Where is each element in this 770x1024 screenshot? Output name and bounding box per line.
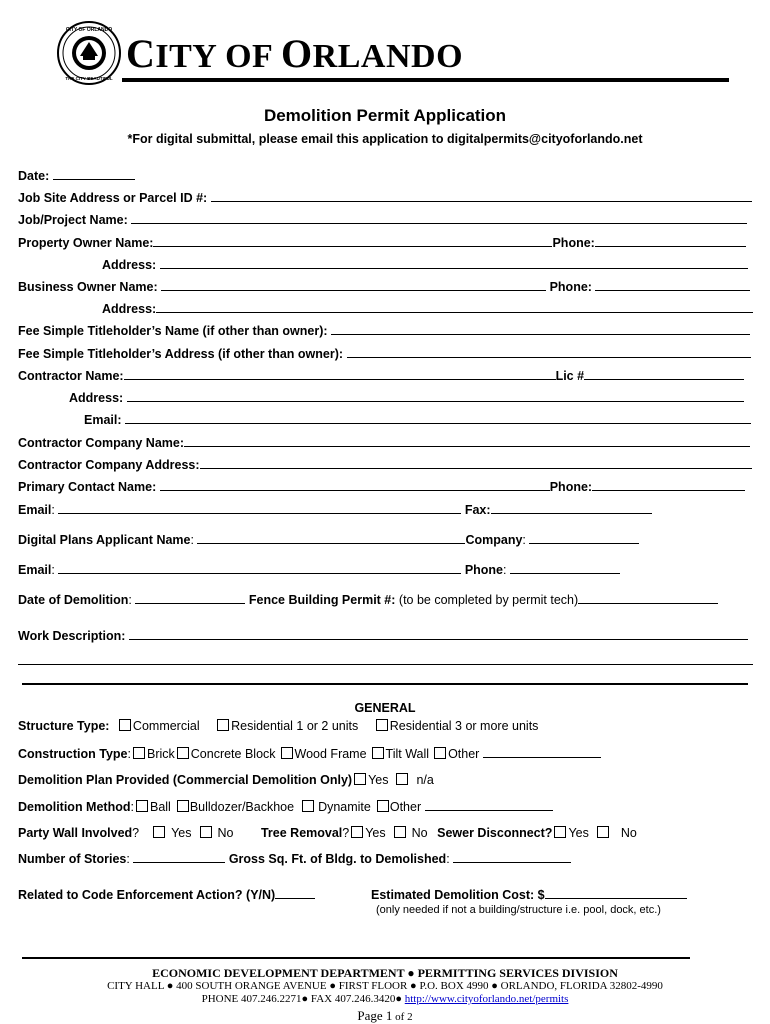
- residential-3-checkbox[interactable]: [376, 719, 388, 731]
- job-site-field[interactable]: [211, 190, 752, 202]
- page-current: 1: [385, 1008, 393, 1023]
- residential-1-2-label: Residential 1 or 2 units: [231, 719, 359, 733]
- party-wall-no-label: No: [217, 826, 234, 840]
- contractor-company-address-label: Contractor Company Address:: [18, 458, 200, 472]
- fax-label: Fax:: [464, 503, 491, 517]
- lic-field[interactable]: [584, 368, 744, 380]
- business-owner-field[interactable]: [161, 279, 546, 291]
- phone4-colon: :: [503, 563, 507, 577]
- address2-row: [102, 301, 753, 317]
- other-construction-field[interactable]: [483, 746, 601, 758]
- contractor-company-row: [18, 435, 750, 451]
- svg-text:CITY OF ORLANDO: CITY OF ORLANDO: [65, 27, 113, 33]
- wood-frame-label: Wood Frame: [294, 747, 367, 761]
- email2-colon: :: [51, 563, 55, 577]
- fee-title-name-label: Fee Simple Titleholder’s Name (if other than owner):: [18, 324, 332, 338]
- commercial-checkbox[interactable]: [119, 719, 131, 731]
- gross-sqft-colon: :: [446, 852, 450, 866]
- job-project-row: [18, 212, 747, 228]
- footer-department: ECONOMIC DEVELOPMENT DEPARTMENT ● PERMITTING SERVICES DIVISION: [152, 966, 618, 980]
- brick-checkbox[interactable]: [133, 747, 145, 759]
- business-owner-row: [18, 279, 750, 295]
- date-demolition-label: Date of Demolition: [18, 593, 129, 607]
- phone1-label: Phone:: [552, 236, 595, 250]
- residential-1-2-checkbox[interactable]: [217, 719, 229, 731]
- city-seal-logo: [56, 20, 122, 86]
- tilt-wall-label: Tilt Wall: [385, 747, 430, 761]
- email2-label: Email: [18, 563, 52, 577]
- ball-checkbox[interactable]: [136, 800, 148, 812]
- stories-colon: :: [126, 852, 130, 866]
- company-label: Company: [465, 533, 523, 547]
- stories-field[interactable]: [133, 851, 225, 863]
- address2-label: Address:: [102, 302, 157, 316]
- fee-title-address-field[interactable]: [347, 346, 751, 358]
- digital-applicant-field[interactable]: [197, 532, 465, 544]
- date-field[interactable]: [53, 168, 135, 180]
- date-demolition-row: [18, 592, 718, 608]
- digital-applicant-row: [18, 532, 639, 548]
- page-number: [0, 1008, 770, 1024]
- brick-label: Brick: [146, 747, 175, 761]
- gross-sqft-field[interactable]: [453, 851, 571, 863]
- party-wall-yes-checkbox[interactable]: [153, 826, 165, 838]
- demo-plan-na-label: n/a: [416, 773, 434, 787]
- stories-row: [18, 851, 571, 867]
- phone4-field[interactable]: [510, 562, 620, 574]
- page-label: Page: [357, 1008, 386, 1023]
- other-construction-checkbox[interactable]: [434, 747, 446, 759]
- commercial-label: Commercial: [132, 719, 200, 733]
- address1-row: [102, 257, 748, 273]
- brand-wordmark: CITY OF ORLANDO: [126, 31, 464, 76]
- contractor-name-field[interactable]: [124, 368, 556, 380]
- phone4-label: Phone: [464, 563, 504, 577]
- concrete-block-checkbox[interactable]: [177, 747, 189, 759]
- construction-type-row: [18, 746, 601, 762]
- demo-plan-yes-checkbox[interactable]: [354, 773, 366, 785]
- general-heading: GENERAL: [354, 701, 416, 715]
- residential-3-label: Residential 3 or more units: [389, 719, 539, 733]
- job-site-label: Job Site Address or Parcel ID #:: [18, 191, 211, 205]
- date-demolition-field[interactable]: [135, 592, 245, 604]
- bulldozer-label: Bulldozer/Backhoe: [189, 800, 295, 814]
- demo-plan-na-checkbox[interactable]: [396, 773, 408, 785]
- company-field[interactable]: [529, 532, 639, 544]
- fence-note: (to be completed by permit tech): [398, 593, 579, 607]
- permits-link[interactable]: http://www.cityoforlando.net/permits: [404, 993, 569, 1005]
- construction-type-colon: :: [127, 747, 131, 761]
- other-construction-label: Other: [448, 747, 483, 761]
- date-label: Date:: [18, 169, 53, 183]
- other-method-field[interactable]: [425, 799, 553, 811]
- contractor-company-field[interactable]: [184, 435, 750, 447]
- contractor-name-row: [18, 368, 744, 384]
- email1-field[interactable]: [58, 502, 461, 514]
- work-description-line-2[interactable]: [18, 664, 753, 665]
- fence-permit-label: Fence Building Permit #:: [248, 593, 399, 607]
- tree-removal-q: ?: [342, 826, 350, 840]
- code-enforcement-field[interactable]: [275, 887, 315, 899]
- sewer-label: Sewer Disconnect?: [437, 826, 553, 840]
- demo-method-colon: :: [130, 800, 134, 814]
- party-wall-label: Party Wall Involved: [18, 826, 133, 840]
- svg-text:THE CITY BEAUTIFUL: THE CITY BEAUTIFUL: [65, 76, 113, 81]
- bulldozer-checkbox[interactable]: [177, 800, 189, 812]
- code-enforcement-label: Related to Code Enforcement Action? (Y/N): [18, 888, 276, 902]
- other-method-label: Other: [389, 800, 425, 814]
- demo-method-row: [18, 799, 553, 815]
- fee-title-name-row: [18, 323, 750, 339]
- digital-applicant-label: Digital Plans Applicant Name: [18, 533, 191, 547]
- header-rule: [122, 78, 729, 82]
- work-description-row: [18, 628, 748, 644]
- construction-type-label: Construction Type: [18, 747, 128, 761]
- party-wall-no-checkbox[interactable]: [200, 826, 212, 838]
- work-description-label: Work Description:: [18, 629, 129, 643]
- contractor-company-address-row: [18, 457, 752, 473]
- primary-contact-field[interactable]: [160, 479, 550, 491]
- property-owner-row: [18, 235, 746, 251]
- contractor-name-label: Contractor Name:: [18, 369, 124, 383]
- email1-colon: :: [51, 503, 55, 517]
- company-colon: :: [522, 533, 526, 547]
- date-row: [18, 168, 135, 184]
- demo-plan-label: Demolition Plan Provided (Commercial Demolition Only): [18, 773, 353, 787]
- fee-title-address-label: Fee Simple Titleholder’s Address (if other than owner):: [18, 347, 347, 361]
- contractor-email-field[interactable]: [125, 412, 751, 424]
- page-subtitle: *For digital submittal, please email this application to digitalpermits@cityoforlando.net: [127, 132, 643, 146]
- fee-title-address-row: [18, 346, 751, 362]
- contractor-address-row: [69, 390, 744, 406]
- address1-label: Address:: [102, 258, 160, 272]
- structure-type-label: Structure Type:: [18, 719, 113, 733]
- footer-rule: [22, 957, 690, 959]
- sewer-yes-label: Yes: [568, 826, 589, 840]
- email2-row: [18, 562, 620, 578]
- sewer-no-label: No: [620, 826, 637, 840]
- phone3-label: Phone:: [549, 480, 593, 494]
- structure-type-row: [18, 719, 538, 734]
- est-cost-label: Estimated Demolition Cost: $: [371, 888, 545, 902]
- primary-contact-label: Primary Contact Name:: [18, 480, 160, 494]
- footer-address: CITY HALL ● 400 SOUTH ORANGE AVENUE ● FIRST FLOOR ● P.O. BOX 4990 ● ORLANDO, FLORIDA 32802-4990: [107, 980, 663, 992]
- email1-label: Email: [18, 503, 52, 517]
- section-divider: [22, 683, 748, 685]
- demo-plan-row: [18, 773, 434, 788]
- property-owner-field[interactable]: [153, 235, 552, 247]
- est-cost-row: [371, 887, 687, 903]
- page-total: of 2: [392, 1011, 413, 1023]
- stories-label: Number of Stories: [18, 852, 127, 866]
- property-owner-label: Property Owner Name:: [18, 236, 154, 250]
- job-project-label: Job/Project Name:: [18, 213, 132, 227]
- contractor-company-label: Contractor Company Name:: [18, 436, 184, 450]
- tree-yes-checkbox[interactable]: [351, 826, 363, 838]
- job-project-field[interactable]: [131, 212, 747, 224]
- tree-no-label: No: [411, 826, 428, 840]
- wood-frame-checkbox[interactable]: [281, 747, 293, 759]
- digital-applicant-colon: :: [190, 533, 194, 547]
- dynamite-label: Dynamite: [318, 800, 371, 814]
- party-wall-yes-label: Yes: [171, 826, 192, 840]
- other-method-checkbox[interactable]: [377, 800, 389, 812]
- job-site-row: [18, 190, 752, 206]
- fax-field[interactable]: [491, 502, 652, 514]
- page-title: Demolition Permit Application: [263, 106, 507, 125]
- date-demolition-colon: :: [128, 593, 132, 607]
- tree-no-checkbox[interactable]: [394, 826, 406, 838]
- business-owner-label: Business Owner Name:: [18, 280, 162, 294]
- address1-field[interactable]: [160, 257, 748, 269]
- work-description-field[interactable]: [129, 628, 748, 640]
- primary-contact-row: [18, 479, 745, 495]
- tree-removal-label: Tree Removal: [260, 826, 343, 840]
- concrete-block-label: Concrete Block: [190, 747, 276, 761]
- lic-label: Lic #: [555, 369, 585, 383]
- contractor-company-address-field[interactable]: [200, 457, 752, 469]
- footer-phone-fax: PHONE 407.246.2271● FAX 407.246.3420●: [201, 993, 405, 1005]
- contractor-email-label: Email:: [84, 413, 125, 427]
- sewer-no-checkbox[interactable]: [597, 826, 609, 838]
- contractor-email-row: [84, 412, 751, 428]
- est-cost-note: (only needed if not a building/structure i.e. pool, dock, etc.): [376, 904, 661, 916]
- est-cost-field[interactable]: [545, 887, 687, 899]
- dynamite-checkbox[interactable]: [302, 800, 314, 812]
- email2-field[interactable]: [58, 562, 461, 574]
- fence-permit-field[interactable]: [578, 592, 718, 604]
- phone2-label: Phone:: [546, 280, 596, 294]
- tilt-wall-checkbox[interactable]: [372, 747, 384, 759]
- address2-field[interactable]: [156, 301, 753, 313]
- footer-contact: [0, 993, 770, 1005]
- phone1-field[interactable]: [595, 235, 746, 247]
- ball-label: Ball: [149, 800, 171, 814]
- phone3-field[interactable]: [592, 479, 745, 491]
- party-wall-q: ?: [132, 826, 140, 840]
- contractor-address-field[interactable]: [127, 390, 744, 402]
- fee-title-name-field[interactable]: [331, 323, 750, 335]
- party-wall-row: [18, 826, 637, 841]
- sewer-yes-checkbox[interactable]: [554, 826, 566, 838]
- demo-plan-yes-label: Yes: [368, 773, 389, 787]
- tree-yes-label: Yes: [365, 826, 386, 840]
- gross-sqft-label: Gross Sq. Ft. of Bldg. to Demolished: [228, 852, 447, 866]
- contractor-address-label: Address:: [69, 391, 127, 405]
- phone2-field[interactable]: [595, 279, 750, 291]
- code-enforcement-row: [18, 887, 315, 903]
- demo-method-label: Demolition Method: [18, 800, 131, 814]
- email1-row: [18, 502, 652, 518]
